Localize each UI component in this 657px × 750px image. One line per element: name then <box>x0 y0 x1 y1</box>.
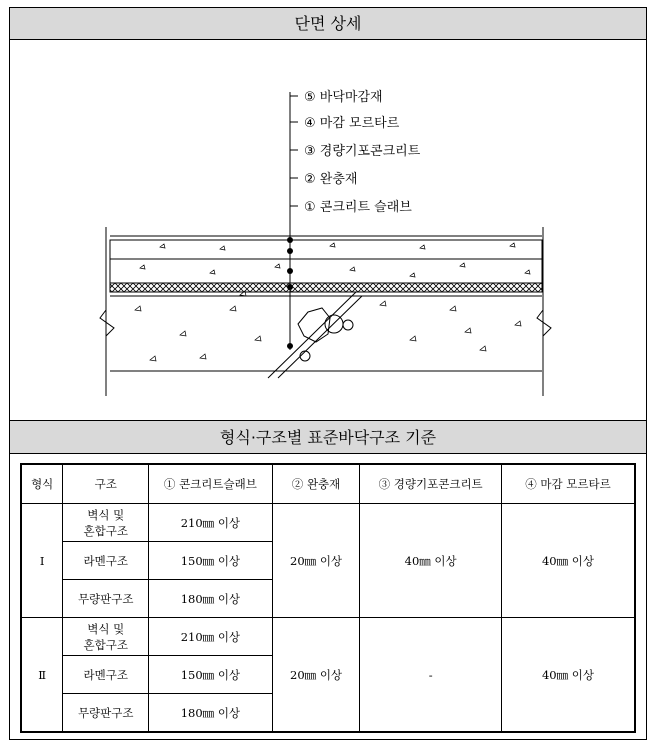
foam-concrete-cell: 40㎜ 이상 <box>360 504 502 618</box>
foam-concrete-layer <box>110 259 542 283</box>
header-foam-concrete: ③ 경량기포콘크리트 <box>360 464 502 504</box>
pipe-illustration <box>268 292 362 378</box>
slab-cell: 150㎜ 이상 <box>149 542 273 580</box>
header-structure: 구조 <box>63 464 149 504</box>
table-header-row <box>21 464 635 504</box>
structure-cell: 라멘구조 <box>63 656 149 694</box>
left-break-mark <box>100 310 114 336</box>
slab-cell: 180㎜ 이상 <box>149 694 273 733</box>
type-cell: Ⅱ <box>21 618 63 733</box>
header-cushion: ② 완충재 <box>272 464 360 504</box>
structure-cell <box>63 504 149 542</box>
mortar-cell: 40㎜ 이상 <box>501 618 635 733</box>
standard-floor-table <box>20 463 636 733</box>
standard-table-title: 형식·구조별 표준바닥구조 기준 <box>10 420 646 454</box>
floor-section-diagram <box>10 40 646 420</box>
mortar-cell: 40㎜ 이상 <box>501 504 635 618</box>
cushion-cell: 20㎜ 이상 <box>272 504 360 618</box>
layer-label-slab: ① 콘크리트 슬래브 <box>304 200 412 215</box>
layer-label-mortar: ④ 마감 모르타르 <box>304 116 400 131</box>
table-row <box>21 618 635 656</box>
slab-cell: 210㎜ 이상 <box>149 618 273 656</box>
header-mortar: ④ 마감 모르타르 <box>501 464 635 504</box>
structure-cell <box>63 618 149 656</box>
document-frame <box>9 7 647 740</box>
slab-cell: 210㎜ 이상 <box>149 504 273 542</box>
structure-cell: 무량판구조 <box>63 694 149 733</box>
foam-concrete-cell: - <box>360 618 502 733</box>
mortar-layer <box>110 240 542 259</box>
layer-label-foam-concrete: ③ 경량기포콘크리트 <box>304 144 421 159</box>
table-row <box>21 504 635 542</box>
structure-cell: 라멘구조 <box>63 542 149 580</box>
slab-cell: 150㎜ 이상 <box>149 656 273 694</box>
header-slab: ① 콘크리트슬래브 <box>149 464 273 504</box>
layer-label-finish: ⑤ 바닥마감재 <box>304 90 383 105</box>
section-detail-title: 단면 상세 <box>10 8 646 40</box>
structure-line: 혼합구조 <box>83 637 128 652</box>
structure-line: 벽식 및 <box>87 507 125 522</box>
structure-line: 혼합구조 <box>83 523 128 538</box>
header-type: 형식 <box>21 464 63 504</box>
cushion-cell: 20㎜ 이상 <box>272 618 360 733</box>
layer-label-cushion: ② 완충재 <box>304 172 358 187</box>
label-ticks <box>290 96 298 206</box>
structure-line: 벽식 및 <box>87 621 125 636</box>
structure-cell: 무량판구조 <box>63 580 149 618</box>
aggregate-marks <box>135 243 530 361</box>
type-cell: Ⅰ <box>21 504 63 618</box>
slab-cell: 180㎜ 이상 <box>149 580 273 618</box>
right-break-mark <box>537 310 551 336</box>
cushion-layer <box>110 283 542 292</box>
